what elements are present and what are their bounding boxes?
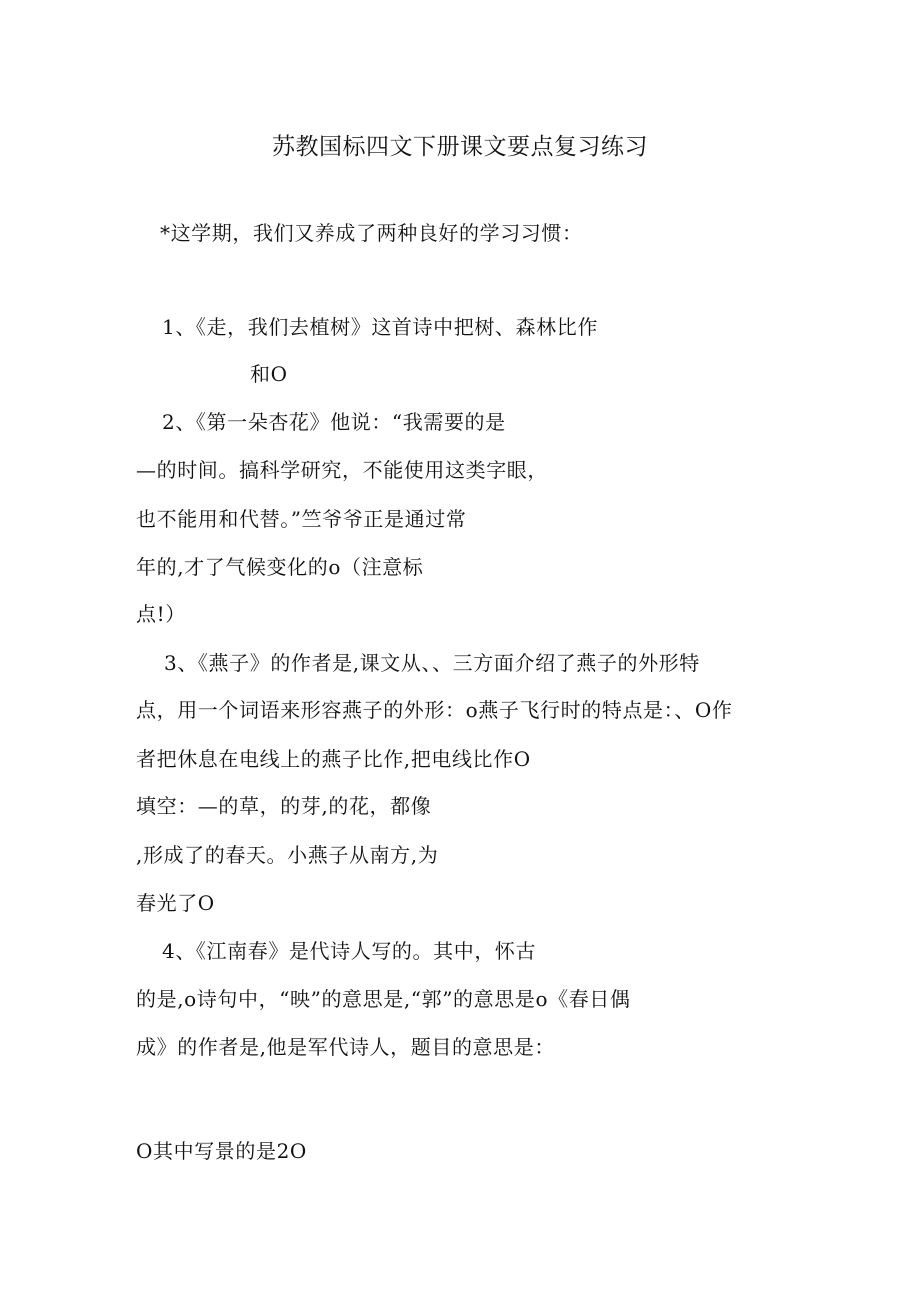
question-1-line-2: 和O: [250, 362, 288, 386]
question-4-line-3: 成》的作者是,他是军代诗人，题目的意思是：: [136, 1035, 555, 1059]
question-4-line-4: O其中写景的是2O: [136, 1139, 307, 1163]
question-1-line-1: 1、《走，我们去植树》这首诗中把树、森林比作: [162, 315, 598, 339]
question-3-line-2: 点，用一个词语来形容燕子的外形：o燕子飞行时的特点是：、O作: [136, 698, 733, 722]
question-3-line-4: 填空：—的草，的芽,的花，都像: [136, 794, 432, 818]
question-3-line-5: ,形成了的春天。小燕子从南方,为: [136, 843, 439, 867]
question-4-line-2: 的是,o诗句中，“映”的意思是,“郭”的意思是o《春日偶: [136, 987, 631, 1011]
question-2-line-1: 2、《第一朵杏花》他说：“我需要的是: [162, 410, 506, 434]
question-4-line-1: 4、《江南春》是代诗人写的。其中，怀古: [162, 939, 537, 963]
question-2-line-5: 点!）: [136, 602, 186, 626]
document-title: 苏教国标四文下册课文要点复习练习: [272, 134, 648, 160]
question-2-line-3: 也不能用和代替。”竺爷爷正是通过常: [136, 507, 467, 531]
question-3-line-3: 者把休息在电线上的燕子比作,把电线比作O: [136, 747, 531, 771]
intro-line: *这学期，我们又养成了两种良好的学习习惯：: [160, 221, 583, 245]
question-2-line-4: 年的,才了气候变化的o（注意标: [136, 555, 424, 579]
question-3-line-1: 3、《燕子》的作者是,课文从、、三方面介绍了燕子的外形特: [164, 651, 700, 675]
question-2-line-2: —的时间。搞科学研究，不能使用这类字眼，: [136, 458, 548, 482]
question-3-line-6: 春光了O: [136, 891, 215, 915]
